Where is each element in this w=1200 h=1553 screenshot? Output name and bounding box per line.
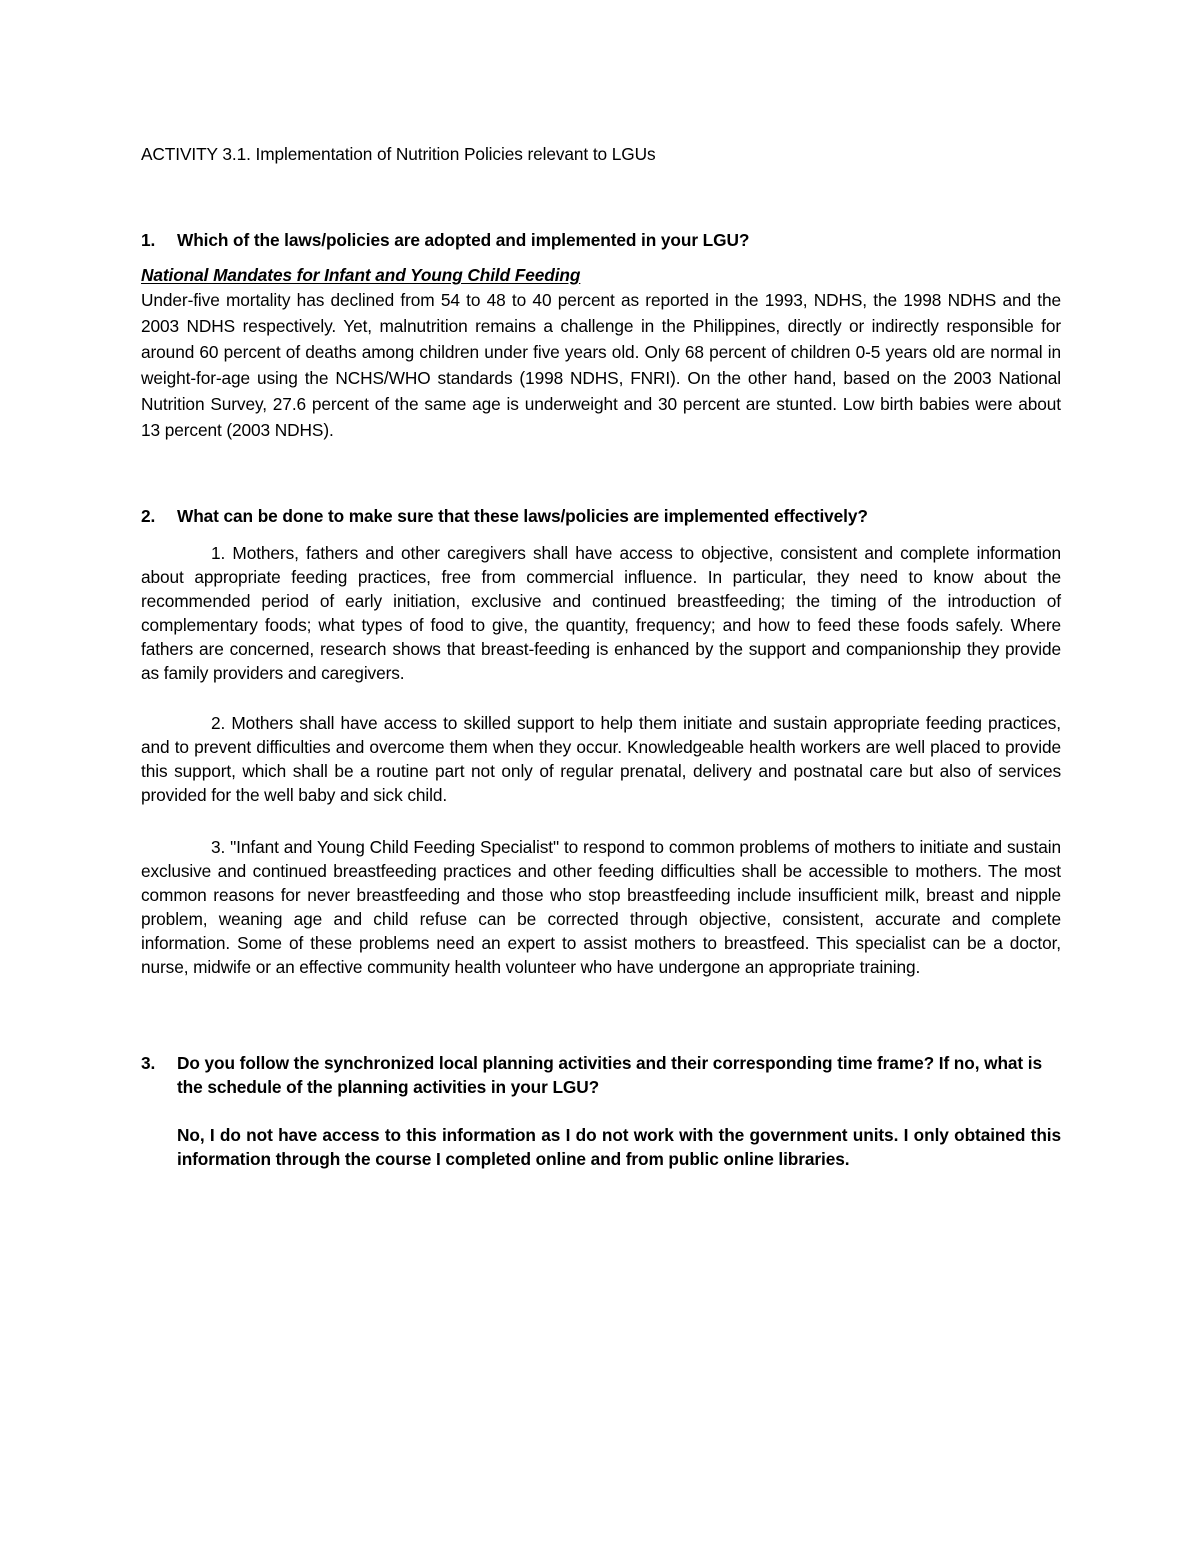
question-2: [141, 504, 1061, 528]
list-item: 3. "Infant and Young Child Feeding Specialist" to respond to common problems of mothers to initiate and sustain exclusive and continued breastfeeding practices and other feeding difficulties shall be accessible to mothers. The most common reasons for never breastfeeding and those who stop breastfeeding include insufficient milk, breast and nipple problem, weaning age and child refuse can be corrected through objective, consistent, accurate and complete information. Some of these problems need an expert to assist mothers to breastfeed. This specialist can be a doctor, nurse, midwife or an effective community health volunteer who have undergone an appropriate training.: [141, 837, 1061, 977]
section-subheading: National Mandates for Infant and Young Child Feeding: [141, 265, 581, 285]
answer-paragraph: No, I do not have access to this information as I do not work with the government units. I only obtained this information through the course I completed online and from public online libraries.: [177, 1125, 1061, 1169]
document-page: [141, 142, 1061, 1171]
list-item: 2. Mothers shall have access to skilled support to help them initiate and sustain appropriate feeding practices, and to prevent difficulties and overcome them when they occur. Knowledgeable health workers are well placed to provide this support, which shall be a routine part not only of regular prenatal, delivery and postnatal care but also of services provided for the well baby and sick child.: [141, 713, 1061, 805]
question-number: 1.: [141, 230, 156, 250]
question-3: [141, 1051, 1061, 1099]
list-item: 1. Mothers, fathers and other caregivers shall have access to objective, consistent and complete information about appropriate feeding practices, free from commercial influence. In particular, they need to know about the recommended period of early initiation, exclusive and continued breastfeeding; the timing of the introduction of complementary foods; what types of food to give, the quantity, frequency; and how to feed these foods safely. Where fathers are concerned, research shows that breast-feeding is enhanced by the support and companionship they provide as family providers and caregivers.: [141, 543, 1061, 683]
activity-title: ACTIVITY 3.1. Implementation of Nutrition Policies relevant to LGUs: [141, 144, 656, 164]
question-text: Which of the laws/policies are adopted and implemented in your LGU?: [177, 230, 750, 250]
question-number: 2.: [141, 506, 156, 526]
question-text: Do you follow the synchronized local planning activities and their corresponding time frame? If no, what is the schedule of the planning activities in your LGU?: [177, 1053, 1042, 1097]
question-text: What can be done to make sure that these laws/policies are implemented effectively?: [177, 506, 868, 526]
question-number: 3.: [141, 1053, 156, 1073]
question-1: [141, 228, 1061, 252]
body-paragraph: Under-five mortality has declined from 54 to 48 to 40 percent as reported in the 1993, NDHS, the 1998 NDHS and the 2003 NDHS respectively. Yet, malnutrition remains a challenge in the Philippines, directly or indirectly responsible for around 60 percent of deaths among children under five years old. Only 68 percent of children 0-5 years old are normal in weight-for-age using the NCHS/WHO standards (1998 NDHS, FNRI). On the other hand, based on the 2003 National Nutrition Survey, 27.6 percent of the same age is underweight and 30 percent are stunted. Low birth babies were about 13 percent (2003 NDHS).: [141, 290, 1061, 440]
